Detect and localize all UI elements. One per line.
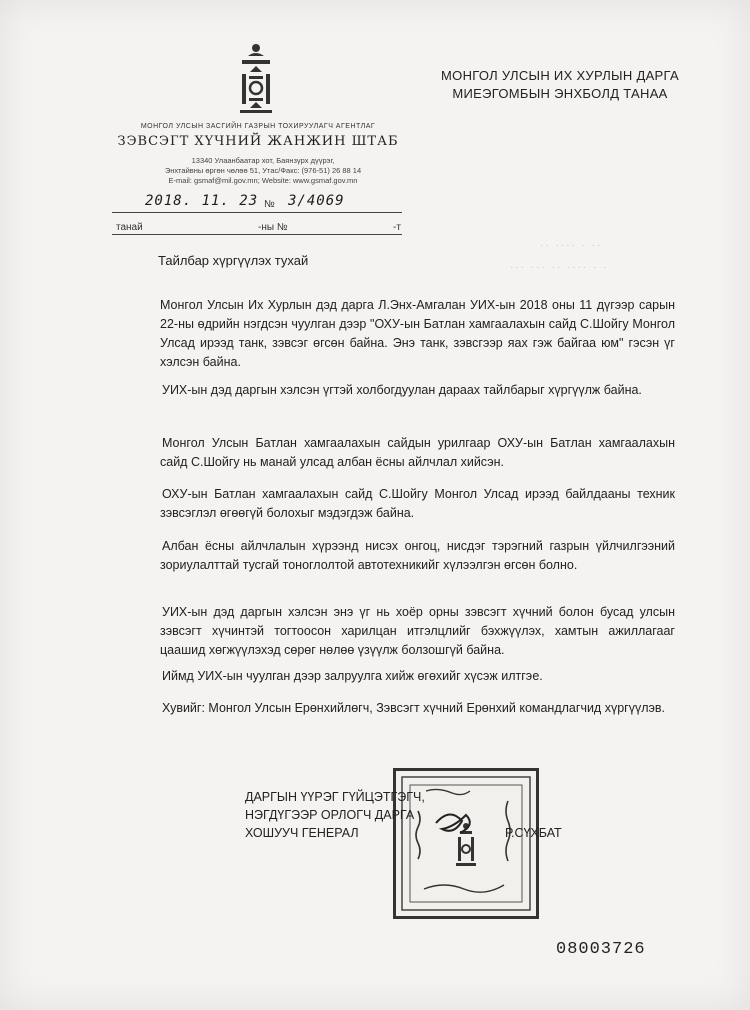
serial-number: 08003726	[556, 940, 646, 959]
body-paragraph: УИХ-ын дэд даргын хэлсэн үгтэй холбогдуулан дараах тайлбарыг хүргүүлж байна.	[162, 383, 642, 397]
body-paragraph: ОХУ-ын Батлан хамгаалахын сайд С.Шойгу Монгол Улсад ирээд байлдааны техник зэвсэглэл өгөөгүй болохыг мэдэгдэж байна.	[160, 487, 675, 520]
t-label: -т	[393, 222, 401, 233]
body-paragraph: Хувийг: Монгол Улсын Ерөнхийлөгч, Зэвсэгт хүчний Ерөнхий командлагчид хүргүүлэв.	[162, 701, 665, 715]
number-label: №	[264, 199, 275, 210]
bleed-mark: ··· ··· ·· ···· · ·	[510, 262, 609, 273]
body-paragraph: УИХ-ын дэд даргын хэлсэн энэ үг нь хоёр орны зэвсэгт хүчний болон бусад улсын зэвсэгт хүчинтэй тогтоосон харилцан итгэлцлийг бэхжүүлэх, хамтын ажиллагааг цаашид хөгжүүлэхэд сөрөг нөлөө үзүүлж болзошгүй байна.	[160, 605, 675, 657]
date-line	[112, 212, 402, 213]
body-paragraph: Монгол Улсын Их Хурлын дэд дарга Л.Энх-Амгалан УИХ-ын 2018 оны 11 дүгээр сарын 22-ны өдрийн нэгдсэн чуулган дээр "ОХУ-ын Батлан хамгаалахын сайд С.Шойгу Монгол Улсад ирээд танк, зэвсэг өгсөн байна. Энэ танк, зэвсгээр яах гэж байгаа юм" гэсэн үг хэлсэн байна.	[160, 298, 675, 369]
bleed-mark: ·· ···· · ··	[540, 240, 603, 251]
reference-line	[112, 234, 402, 235]
to-label: танай	[116, 222, 143, 233]
agency-name: ЗЭВСЭГТ ХҮЧНИЙ ЖАНЖИН ШТАБ	[117, 134, 399, 149]
address-line-1: 13340 Улаанбаатар хот, Баянзүрх дүүрэг,	[191, 156, 335, 165]
body-paragraph: Албан ёсны айлчлалын хүрээнд нисэх онгоц, нисдэг тэрэгний газрын үйлчилгээний зориулалттай тусгай тоноглолтой автотехникийг хүлээлгэн өгсөн болно.	[160, 539, 675, 572]
signatory-rank: ХОШУУЧ ГЕНЕРАЛ	[245, 826, 359, 840]
soyombo-emblem-icon	[236, 42, 276, 114]
ny-label: -ны №	[258, 222, 288, 233]
signatory-title-2: НЭГДҮГЭЭР ОРЛОГЧ ДАРГА	[245, 808, 415, 822]
body-paragraph: Монгол Улсын Батлан хамгаалахын сайдын урилгаар ОХУ-ын Батлан хамгаалахын сайд С.Шойгу нь манай улсад албан ёсны айлчлал хийсэн.	[160, 436, 675, 469]
recipient-title: МОНГОЛ УЛСЫН ИХ ХУРЛЫН ДАРГА	[441, 68, 679, 83]
signatory-name: Р.СҮХБАТ	[505, 826, 562, 840]
agency-line: МОНГОЛ УЛСЫН ЗАСГИЙН ГАЗРЫН ТОХИРУУЛАГЧ АГЕНТЛАГ	[140, 123, 376, 130]
address-line-2: Энхтайвны өргөн чөлөө 51, Утас/Факс: (976-51) 26 88 14	[164, 166, 362, 175]
signatory-title-1: ДАРГЫН ҮҮРЭГ ГҮЙЦЭТГЭГЧ,	[245, 790, 425, 804]
number-handwritten: 3/4069	[288, 193, 345, 209]
date-handwritten: 2018. 11. 23	[145, 193, 259, 209]
address-line-3: E-mail: gsmaf@mil.gov.mn; Website: www.gsmaf.gov.mn	[168, 176, 358, 185]
recipient-name: МИЕЭГОМБЫН ЭНХБОЛД ТАНАА	[452, 86, 668, 101]
subject-line: Тайлбар хүргүүлэх тухай	[158, 253, 309, 268]
body-paragraph: Иймд УИХ-ын чуулган дээр залруулга хийж өгөхийг хүсэж илтгэе.	[162, 669, 543, 683]
